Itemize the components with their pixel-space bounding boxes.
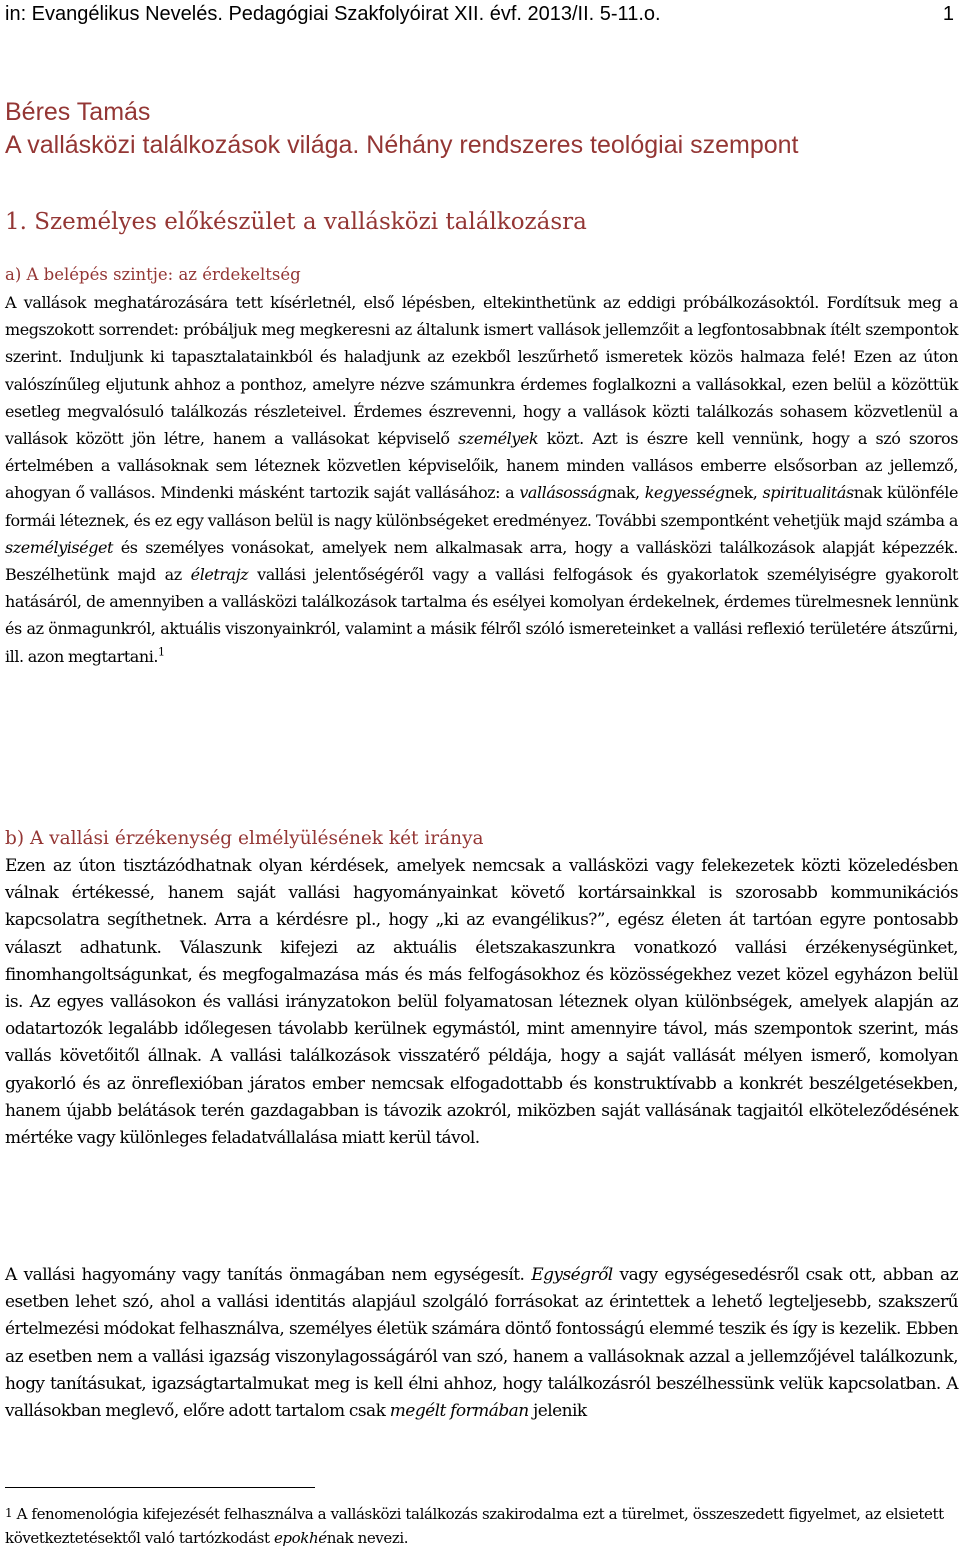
article-title: A vallásközi találkozások világa. Néhány rendszeres teológiai szempont xyxy=(5,131,799,159)
text-run: nak különféle formái léteznek, és ez egy valláson belül is nagy különbségeket eredményez. További szempontként vehetjük majd számba a xyxy=(5,483,958,530)
italic-run: spiritualitás xyxy=(762,483,854,503)
paragraph-1 xyxy=(5,289,958,670)
text-run: A vallási hagyomány vagy tanítás önmagában nem egységesít. xyxy=(5,1265,532,1285)
text-run: jelenik xyxy=(528,1401,587,1422)
italic-run: epokhé xyxy=(273,1529,327,1547)
subsection-heading-a: a) A belépés szintje: az érdekeltség xyxy=(5,265,301,284)
subsection-heading-b: b) A vallási érzékenység elmélyülésének két iránya xyxy=(5,828,484,849)
italic-run: vallásosság xyxy=(519,483,607,503)
text-run: nek, xyxy=(724,483,763,503)
footnote-1 xyxy=(5,1501,958,1550)
italic-run: életrajz xyxy=(190,565,249,585)
text-run: közt. Azt is észre kell vennünk, hogy a szó szoros értelmében a vallásoknak sem léteznek közvetlen képviselőik, hanem minden vallásos emberre elsősorban az jellemző, ahogyan ő vallásos. Mindenki másként tartozik saját vallásához: a xyxy=(5,429,958,503)
footnote-reference[interactable]: 1 xyxy=(158,645,165,659)
paragraph-3 xyxy=(5,1262,958,1425)
italic-run: megélt formában xyxy=(389,1401,529,1422)
paragraph-2: Ezen az úton tisztázódhatnak olyan kérdések, amelyek nemcsak a vallásközi vagy felekezetek közti közeledésben válnak értékessé, hanem saját vallási hagyományainkat követő kortársainkkal is szorosabb kommunikációs kapcsolatra segíthetnek. Arra a kérdésre pl., hogy „ki az evangélikus?”, egész életen át tartóan egyre pontosabb választ adhatunk. Válaszunk kifejezi az aktuális életszakaszunkra vonatkozó vallási érzékenységünket, finomhangoltságunkat, és megfogalmazása más és más felfogásokhoz és közösségekhez vezet közel egyházon belül is. Az egyes vallásokon és vallási irányzatokon belül folyamatosan léteznek olyan különbségek, amelyek alapján az odatartozók legalább időlegesen távolabb kerülnek egymástól, mint amennyire távol, más szempontok szerint, más vallás követőitől állnak. A vallási találkozások visszatérő példája, hogy a saját vallását mélyen ismerő, komolyan gyakorló és az önreflexióban járatos ember nemcsak elfogadottabb és konstruktívabb a konkrét beszélgetésekben, hanem újabb belátások terén gazdagabban is távozik azokról, miközben saját vallásának tagjaitól elköteleződésének mértéke vagy különleges feladatvállalása miatt kerül távol. xyxy=(5,856,958,1149)
page-number: 1 xyxy=(942,3,954,25)
citation-text: in: Evangélikus Nevelés. Pedagógiai Szakfolyóirat XII. évf. 2013/II. 5-11.o. xyxy=(5,3,661,25)
text-run: A vallások meghatározására tett kísérletnél, első lépésben, eltekinthetünk az eddigi próbálkozásoktól. Fordítsuk meg a megszokott sorrendet: próbáljuk meg megkeresni az általunk ismert vallások jellemzőit a legfontosabbnak ítélt szempontok szerint. Induljunk ki tapasztalatainkból és haladjunk az ezekből leszűrhető ismeretek közös halmaza felé! Ezen az úton valószínűleg eljutunk ahhoz a ponthoz, amelyre nézve számunkra érdemes foglalkozni a vallásokkal, ezen belül a közöttük esetleg megvalósuló találkozás részleteivel. Érdemes észrevenni, hogy a vallások közti találkozás sohasem közvetlenül a vallások között jön létre, hanem a vallásokat képviselő xyxy=(5,293,958,449)
section-heading-1: 1. Személyes előkészület a vallásközi találkozásra xyxy=(5,209,587,235)
text-run: nak nevezi. xyxy=(326,1529,409,1547)
article-title-block xyxy=(5,96,798,162)
text-run: és személyes vonásokat, amelyek nem alkalmasak arra, hogy a vallásközi találkozások alapját képezzék. Beszélhetünk majd az xyxy=(5,537,958,585)
journal-header xyxy=(5,2,958,26)
italic-run: személyiséget xyxy=(5,537,113,557)
author-name: Béres Tamás xyxy=(5,98,151,126)
footnote-separator xyxy=(5,1487,315,1488)
text-run: vagy egységesedésről csak ott, abban az esetben lehet szó, ahol a vallási identitás alapjául szolgáló forrásokat az érintettek a lehető legteljesebb, szakszerű értelmezési módokat felhasználva, személyes életük számára döntő fontosságú elemmé teszik és így is kezelik. Ebben az esetben nem a vallási igazság viszonylagosságáról van szó, hanem a vallásoknak azzal a jellemzőjével találkozunk, hogy tanításukat, igazságtartalmukat meg is kell élni ahhoz, hogy találkozásról beszélhessünk velük kapcsolatban. A vallásokban meglevő, előre adott tartalom csak xyxy=(5,1265,959,1422)
text-run: nak, xyxy=(606,483,645,503)
text-run: A fenomenológia kifejezését felhasználva a vallásközi találkozás szakirodalma ezt a türelmet, összeszedett figyelmet, az elsietett következtetésektől való tartózkodást xyxy=(5,1505,944,1547)
italic-run: Egységről xyxy=(531,1265,613,1285)
text-run: vallási jelentőségéről vagy a vallási felfogások és gyakorlatok személyiségre gyakorolt hatásáról, de amennyiben a vallásközi találkozások tartalma és esélyei komolyan érdekelnek, érdemes türelmesnek lennünk és az önmagunkról, aktuális viszonyainkról, valamint a másik félről szóló ismereteinket a vallási reflexió területére átszűrni, ill. azon megtartani. xyxy=(5,565,958,666)
italic-run: kegyesség xyxy=(644,483,725,503)
footnote-mark: 1 xyxy=(5,1506,13,1520)
italic-run: személyek xyxy=(458,429,539,449)
